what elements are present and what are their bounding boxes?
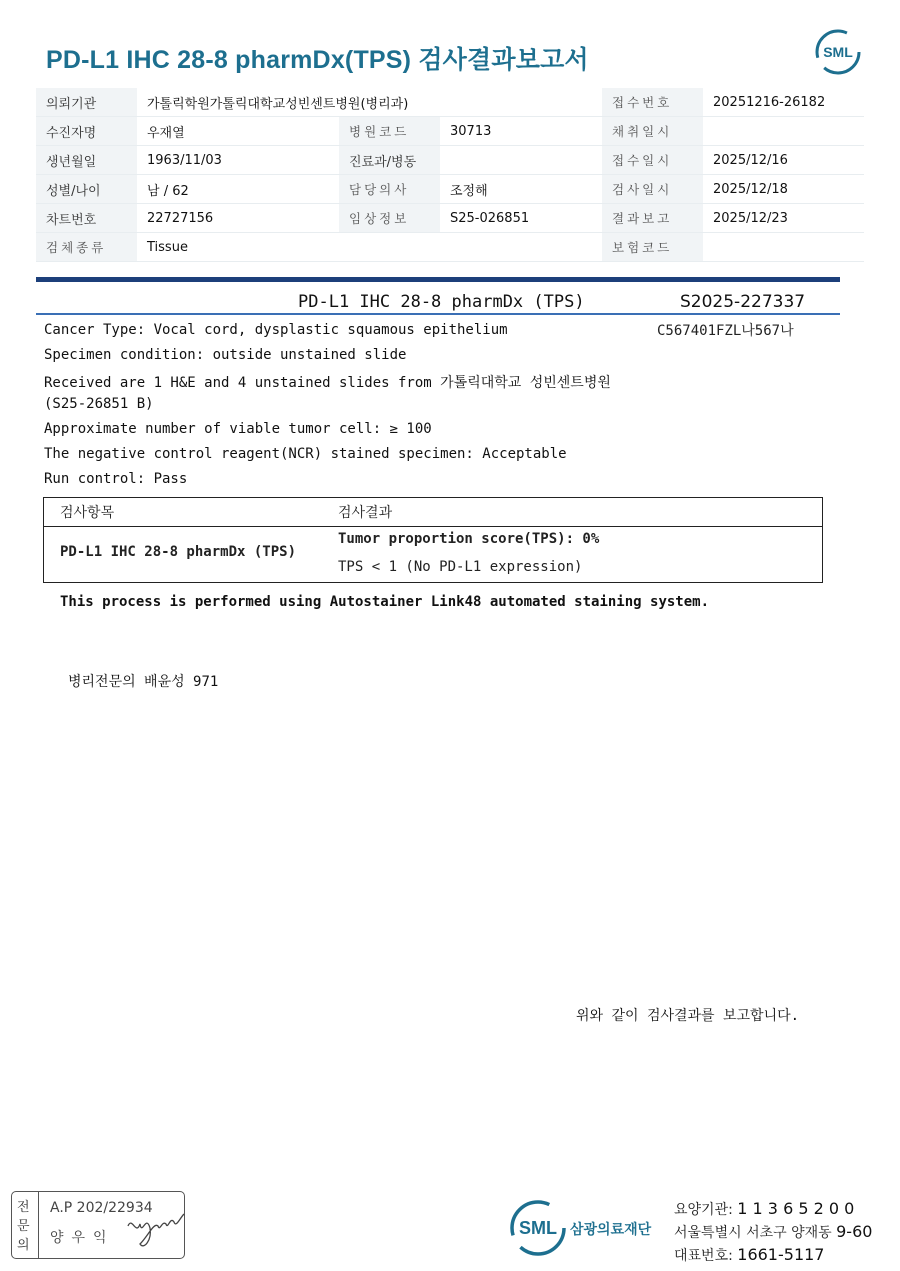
phone-label: 대표번호: (674, 1248, 738, 1264)
label-report-date: 결과보고 (602, 204, 703, 233)
value-insurance-code (703, 233, 864, 262)
label-specimen-type: 검체종류 (36, 233, 137, 262)
section-divider-thick (36, 277, 840, 282)
info-row (36, 233, 864, 262)
stamp-license-number: A.P 202/22934 (50, 1200, 153, 1216)
report-code: S2025-227337 (680, 292, 806, 312)
stamp-name: 양우익 (50, 1230, 115, 1246)
info-row (36, 204, 864, 233)
value-hospital-code: 30713 (440, 117, 602, 146)
label-collection-date: 채취일시 (602, 117, 703, 146)
report-subcode: C567401FZL나567나 (657, 323, 794, 339)
value-chart-number: 22727156 (137, 204, 339, 233)
logo-text: SML (519, 1218, 557, 1238)
report-line: Received are 1 H&E and 4 unstained slides from 가톨릭대학교 성빈센트병원 (44, 375, 611, 391)
report-test-name: PD-L1 IHC 28-8 pharmDx (TPS) (298, 292, 585, 312)
result-col-item-header: 검사항목 (60, 505, 115, 521)
label-sex-age: 성별/나이 (36, 175, 137, 204)
label-hospital-code: 병원코드 (339, 117, 440, 146)
label-clinical-info: 임상정보 (339, 204, 440, 233)
value-department (440, 146, 602, 175)
label-test-date: 검사일시 (602, 175, 703, 204)
sml-foundation-logo-icon (508, 1198, 568, 1258)
label-insurance-code: 보험코드 (602, 233, 703, 262)
value-patient-name: 우재열 (137, 117, 339, 146)
report-line: Cancer Type: Vocal cord, dysplastic squamous epithelium (44, 322, 508, 338)
address-number: 9-60 (836, 1222, 873, 1241)
value-physician: 조정해 (440, 175, 602, 204)
report-line: Run control: Pass (44, 471, 188, 487)
value-specimen-type: Tissue (137, 233, 602, 262)
report-title: PD-L1 IHC 28-8 pharmDx(TPS) 검사결과보고서 (46, 46, 589, 74)
report-line: Approximate number of viable tumor cell: ≥ 100 (44, 421, 432, 437)
result-table (43, 497, 823, 583)
institution-code-value: 1 1 3 6 5 2 0 0 (737, 1199, 855, 1218)
institution-code (674, 1199, 854, 1219)
institution-code-label: 요양기관: (674, 1202, 738, 1218)
value-clinical-info: S25-026851 (440, 204, 602, 233)
label-department: 진료과/병동 (339, 146, 440, 175)
value-receipt-number: 20251216-26182 (703, 88, 864, 117)
result-test-item: PD-L1 IHC 28-8 pharmDx (TPS) (60, 544, 297, 560)
label-patient-name: 수진자명 (36, 117, 137, 146)
result-table-header (44, 498, 822, 527)
pathologist-signature-line: 병리전문의 배윤성 971 (68, 674, 219, 690)
sml-logo-icon (814, 28, 862, 76)
value-birth-date: 1963/11/03 (137, 146, 339, 175)
result-col-result-header: 검사결과 (338, 505, 393, 521)
stamp-side-char: 문 (17, 1219, 30, 1234)
patient-info-table (36, 88, 864, 262)
info-row (36, 117, 864, 146)
logo-text: SML (823, 44, 853, 60)
value-test-date: 2025/12/18 (703, 175, 864, 204)
info-row (36, 146, 864, 175)
result-tps-interpretation: TPS < 1 (No PD-L1 expression) (338, 559, 583, 575)
handwritten-signature-icon (124, 1206, 186, 1252)
label-chart-number: 차트번호 (36, 204, 137, 233)
value-receipt-date: 2025/12/16 (703, 146, 864, 175)
info-row (36, 175, 864, 204)
stamp-side-char: 의 (17, 1238, 30, 1253)
pathologist-stamp (11, 1191, 185, 1259)
info-row (36, 88, 864, 117)
value-requesting-institution: 가톨릭학원가톨릭대학교성빈센트병원(병리과) (137, 88, 602, 117)
value-collection-date (703, 117, 864, 146)
address-text: 서울특별시 서초구 양재동 (674, 1225, 837, 1241)
label-physician: 담당의사 (339, 175, 440, 204)
phone (674, 1245, 824, 1265)
address (674, 1222, 872, 1242)
label-requesting-institution: 의뢰기관 (36, 88, 137, 117)
phone-value: 1661-5117 (737, 1245, 825, 1264)
label-receipt-number: 접수번호 (602, 88, 703, 117)
report-line: (S25-26851 B) (44, 396, 154, 412)
label-birth-date: 생년월일 (36, 146, 137, 175)
closing-statement: 위와 같이 검사결과를 보고합니다. (576, 1008, 800, 1024)
result-tps-score: Tumor proportion score(TPS): 0% (338, 531, 600, 547)
process-note: This process is performed using Autostainer Link48 automated staining system. (60, 594, 710, 610)
report-line: Specimen condition: outside unstained slide (44, 347, 407, 363)
stamp-side-label (12, 1192, 39, 1258)
stamp-side-char: 전 (17, 1200, 30, 1215)
value-report-date: 2025/12/23 (703, 204, 864, 233)
section-divider-thin (36, 313, 840, 315)
report-line: The negative control reagent(NCR) stained specimen: Acceptable (44, 446, 567, 462)
foundation-name: 삼광의료재단 (570, 1222, 652, 1238)
value-sex-age: 남 / 62 (137, 175, 339, 204)
label-receipt-date: 접수일시 (602, 146, 703, 175)
